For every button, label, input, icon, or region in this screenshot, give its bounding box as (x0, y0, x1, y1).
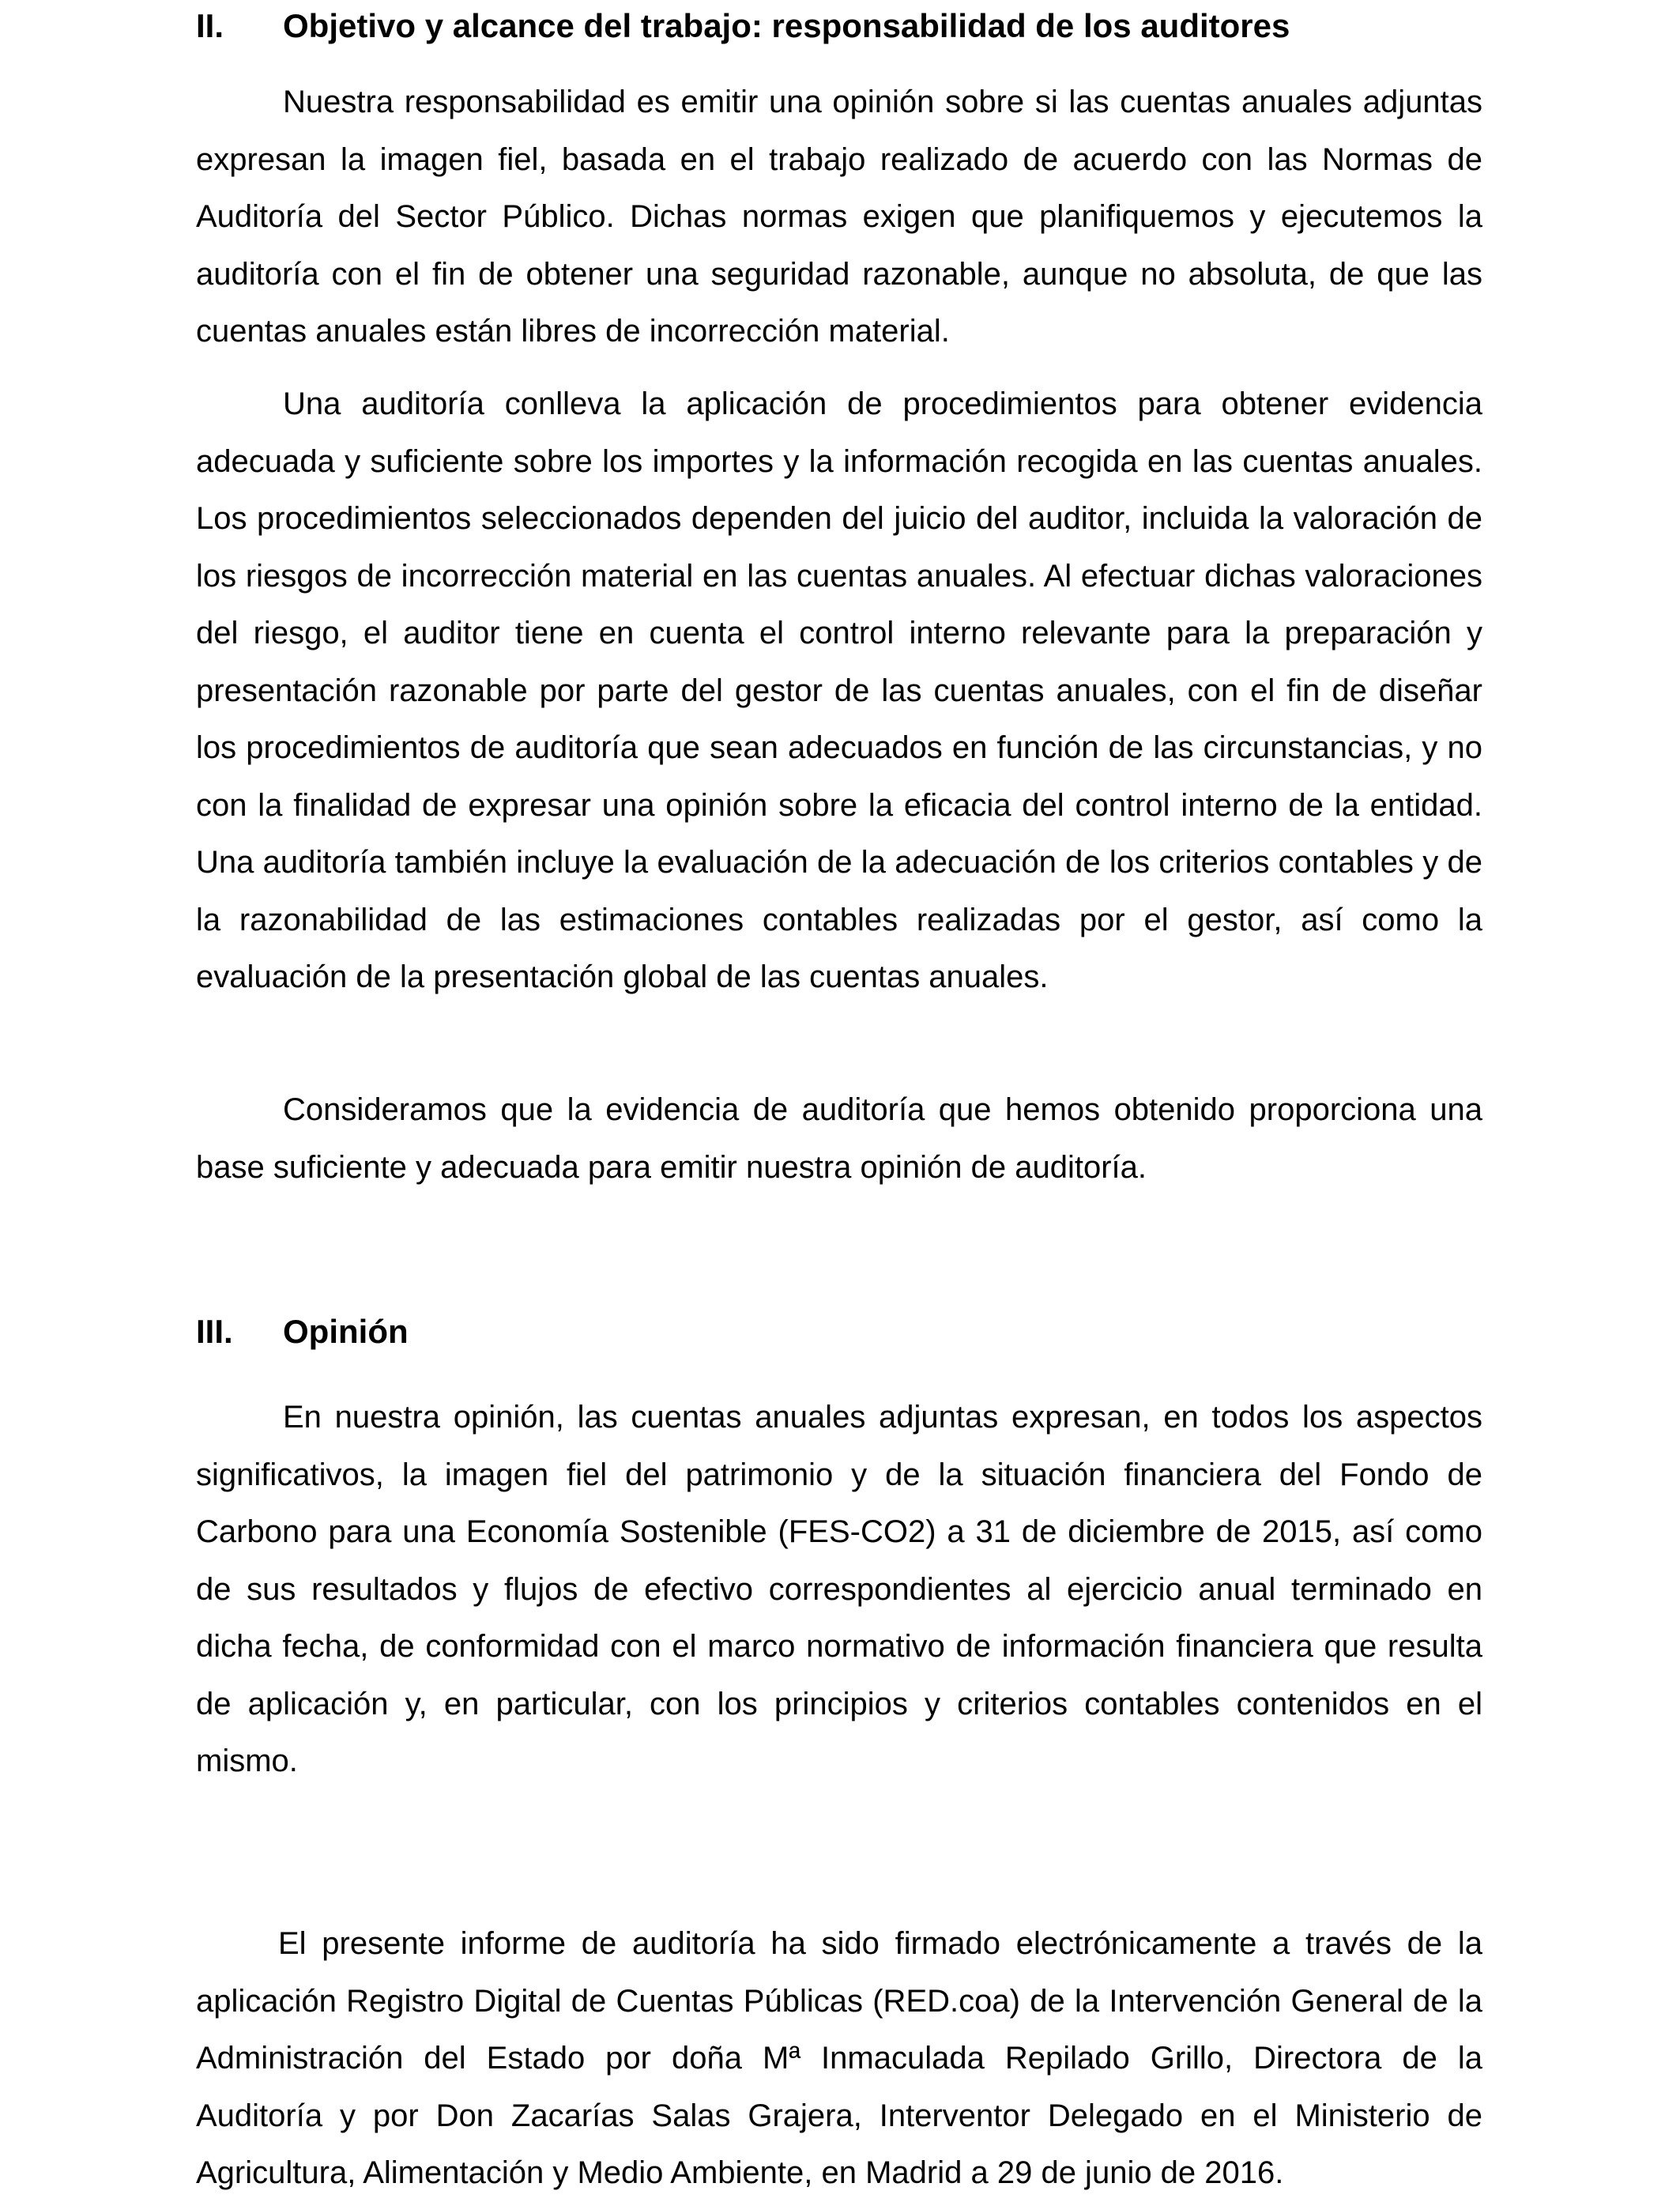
section-heading-objective (196, 6, 1290, 46)
paragraph-evidence: Consideramos que la evidencia de auditoría que hemos obtenido proporciona una base suficiente y adecuada para emitir nuestra opinión de auditoría. (196, 1092, 1482, 1185)
paragraph-signature-note: El presente informe de auditoría ha sido firmado electrónicamente a través de la aplicación Registro Digital de Cuentas Públicas (RED.coa) de la Intervención General de la Administración del Estado por doña Mª Inmaculada Repilado Grillo, Directora de la Auditoría y por Don Zacarías Salas Grajera, Interventor Delegado en el Ministerio de Agricultura, Alimentación y Medio Ambiente, en Madrid a 29 de junio de 2016. (196, 1926, 1482, 2190)
section-number: II. (196, 7, 224, 44)
section-heading-opinion (196, 1312, 409, 1352)
paragraph-opinion: En nuestra opinión, las cuentas anuales adjuntas expresan, en todos los aspectos significativos, la imagen fiel del patrimonio y de la situación financiera del Fondo de Carbono para una Economía Sostenible (FES-CO2) a 31 de diciembre de 2015, así como de sus resultados y flujos de efectivo correspondientes al ejercicio anual terminado en dicha fecha, de conformidad con el marco normativo de información financiera que resulta de aplicación y, en particular, con los principios y criterios contables contenidos en el mismo. (196, 1400, 1482, 1778)
section-number: III. (196, 1313, 233, 1350)
paragraph-responsibility: Nuestra responsabilidad es emitir una opinión sobre si las cuentas anuales adjuntas expresan la imagen fiel, basada en el trabajo realizado de acuerdo con las Normas de Auditoría del Sector Público. Dichas normas exigen que planifiquemos y ejecutemos la auditoría con el fin de obtener una seguridad razonable, aunque no absoluta, de que las cuentas anuales están libres de incorrección material. (196, 85, 1482, 349)
section-title: Opinión (283, 1313, 409, 1350)
section-title: Objetivo y alcance del trabajo: responsabilidad de los auditores (283, 7, 1290, 44)
paragraph-procedures: Una auditoría conlleva la aplicación de procedimientos para obtener evidencia adecuada y suficiente sobre los importes y la información recogida en las cuentas anuales. Los procedimientos seleccionados dependen del juicio del auditor, incluida la valoración de los riesgos de incorrección material en las cuentas anuales. Al efectuar dichas valoraciones del riesgo, el auditor tiene en cuenta el control interno relevante para la preparación y presentación razonable por parte del gestor de las cuentas anuales, con el fin de diseñar los procedimientos de auditoría que sean adecuados en función de las circunstancias, y no con la finalidad de expresar una opinión sobre la eficacia del control interno de la entidad. Una auditoría también incluye la evaluación de la adecuación de los criterios contables y de la razonabilidad de las estimaciones contables realizadas por el gestor, así como la evaluación de la presentación global de las cuentas anuales. (196, 386, 1482, 994)
